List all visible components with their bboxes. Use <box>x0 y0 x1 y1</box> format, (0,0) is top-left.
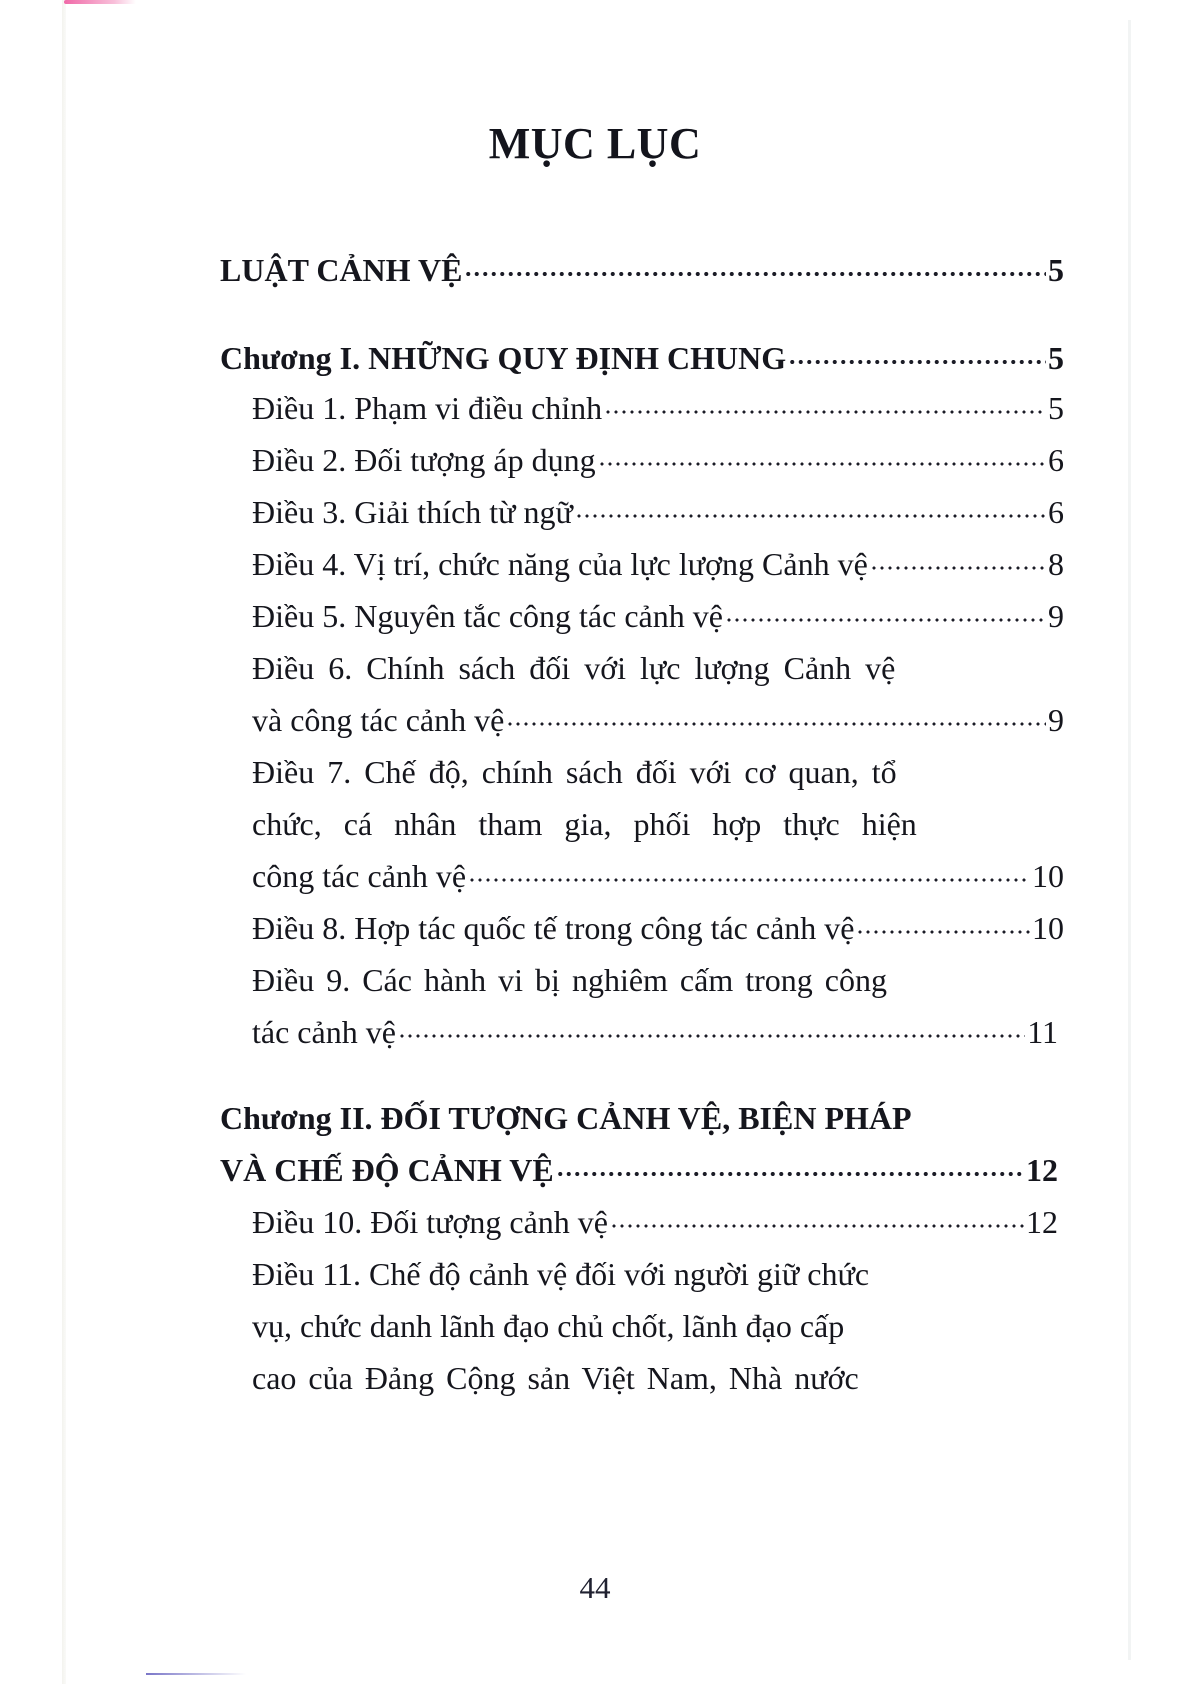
dot-leader <box>464 269 1046 279</box>
toc-entry-page: 8 <box>1048 546 1064 582</box>
toc-entry-article-9-line-2[interactable] <box>252 1012 1058 1052</box>
page-edge-left <box>62 0 66 1684</box>
toc-entry-label: tác cảnh vệ <box>252 1014 396 1050</box>
purple-pen-mark <box>146 1673 246 1675</box>
dot-leader <box>468 875 1030 885</box>
toc-entry-article-10[interactable] <box>252 1202 1058 1242</box>
toc-entry-article-7-line-1[interactable] <box>252 752 1032 792</box>
toc-entry-label: Điều 7. Chế độ, chính sách đối với cơ quan, tổ <box>252 754 897 790</box>
toc-entry-label: vụ, chức danh lãnh đạo chủ chốt, lãnh đạo cấp <box>252 1308 845 1344</box>
toc-entry-label: công tác cảnh vệ <box>252 858 467 894</box>
toc-entry-law[interactable] <box>220 250 1064 290</box>
dot-leader <box>870 563 1046 573</box>
dot-leader <box>556 1169 1024 1179</box>
toc-entry-chapter-1[interactable] <box>220 338 1064 378</box>
toc-entry-label: LUẬT CẢNH VỆ <box>220 252 463 288</box>
toc-entry-label: cao của Đảng Cộng sản Việt Nam, Nhà nước <box>252 1360 859 1396</box>
toc-entry-chapter-2-line-1[interactable] <box>220 1098 1020 1138</box>
toc-entry-page: 6 <box>1048 442 1064 478</box>
toc-entry-article-7-line-3[interactable] <box>252 856 1064 896</box>
toc-entry-chapter-2-line-2[interactable] <box>220 1150 1058 1190</box>
toc-entry-article-7-line-2[interactable] <box>252 804 1032 844</box>
toc-entry-article-11-line-1[interactable] <box>252 1254 1032 1294</box>
dot-leader <box>575 511 1046 521</box>
toc-entry-article-6-line-2[interactable] <box>252 700 1064 740</box>
toc-entry-page: 10 <box>1032 910 1064 946</box>
toc-entry-label: Điều 4. Vị trí, chức năng của lực lượng Cảnh vệ <box>252 546 868 582</box>
dot-leader <box>725 615 1046 625</box>
toc-entry-label: Điều 1. Phạm vi điều chỉnh <box>252 390 603 426</box>
dot-leader <box>856 927 1030 937</box>
toc-entry-article-1[interactable] <box>252 388 1064 428</box>
toc-entry-label: và công tác cảnh vệ <box>252 702 505 738</box>
pink-highlight-mark <box>64 0 136 4</box>
toc-entry-page: 9 <box>1048 598 1064 634</box>
toc-entry-page: 5 <box>1048 390 1064 426</box>
toc-entry-page: 12 <box>1026 1152 1058 1188</box>
toc-entry-article-6-line-1[interactable] <box>252 648 1032 688</box>
dot-leader <box>604 407 1046 417</box>
toc-entry-page: 12 <box>1026 1204 1058 1240</box>
toc-entry-page: 6 <box>1048 494 1064 530</box>
dot-leader <box>610 1221 1024 1231</box>
toc-entry-article-5[interactable] <box>252 596 1064 636</box>
dot-leader <box>398 1031 1025 1041</box>
toc-entry-label: Điều 3. Giải thích từ ngữ <box>252 494 573 530</box>
toc-entry-article-3[interactable] <box>252 492 1064 532</box>
toc-entry-page: 10 <box>1032 858 1064 894</box>
toc-entry-article-2[interactable] <box>252 440 1064 480</box>
page-edge-right <box>1128 20 1131 1660</box>
toc-entry-article-4[interactable] <box>252 544 1064 584</box>
toc-entry-article-8[interactable] <box>252 908 1064 948</box>
dot-leader <box>788 357 1046 367</box>
toc-entry-label: Điều 8. Hợp tác quốc tế trong công tác cảnh vệ <box>252 910 855 946</box>
toc-entry-page: 5 <box>1048 252 1064 288</box>
dot-leader <box>506 719 1046 729</box>
toc-entry-label: Điều 2. Đối tượng áp dụng <box>252 442 596 478</box>
toc-entry-label: Điều 10. Đối tượng cảnh vệ <box>252 1204 608 1240</box>
toc-entry-article-11-line-3[interactable] <box>252 1358 1032 1398</box>
toc-entry-label: Điều 5. Nguyên tắc công tác cảnh vệ <box>252 598 723 634</box>
toc-entry-label: chức, cá nhân tham gia, phối hợp thực hiện <box>252 806 917 842</box>
toc-entry-label: Điều 9. Các hành vi bị nghiêm cấm trong công <box>252 962 887 998</box>
toc-entry-article-11-line-2[interactable] <box>252 1306 1032 1346</box>
page-title: MỤC LỤC <box>488 119 702 168</box>
page-number: 44 <box>579 1570 611 1605</box>
toc-entry-article-9-line-1[interactable] <box>252 960 1032 1000</box>
toc-entry-page: 11 <box>1027 1014 1058 1050</box>
dot-leader <box>598 459 1046 469</box>
toc-entry-page: 9 <box>1048 702 1064 738</box>
toc-entry-page: 5 <box>1048 340 1064 376</box>
toc-entry-label: Chương I. NHỮNG QUY ĐỊNH CHUNG <box>220 340 787 376</box>
toc-entry-label: Điều 6. Chính sách đối với lực lượng Cảnh vệ <box>252 650 896 686</box>
toc-entry-label: VÀ CHẾ ĐỘ CẢNH VỆ <box>220 1152 554 1188</box>
toc-entry-label: Điều 11. Chế độ cảnh vệ đối với người giữ chức <box>252 1256 870 1292</box>
toc-entry-label: Chương II. ĐỐI TƯỢNG CẢNH VỆ, BIỆN PHÁP <box>220 1100 912 1136</box>
